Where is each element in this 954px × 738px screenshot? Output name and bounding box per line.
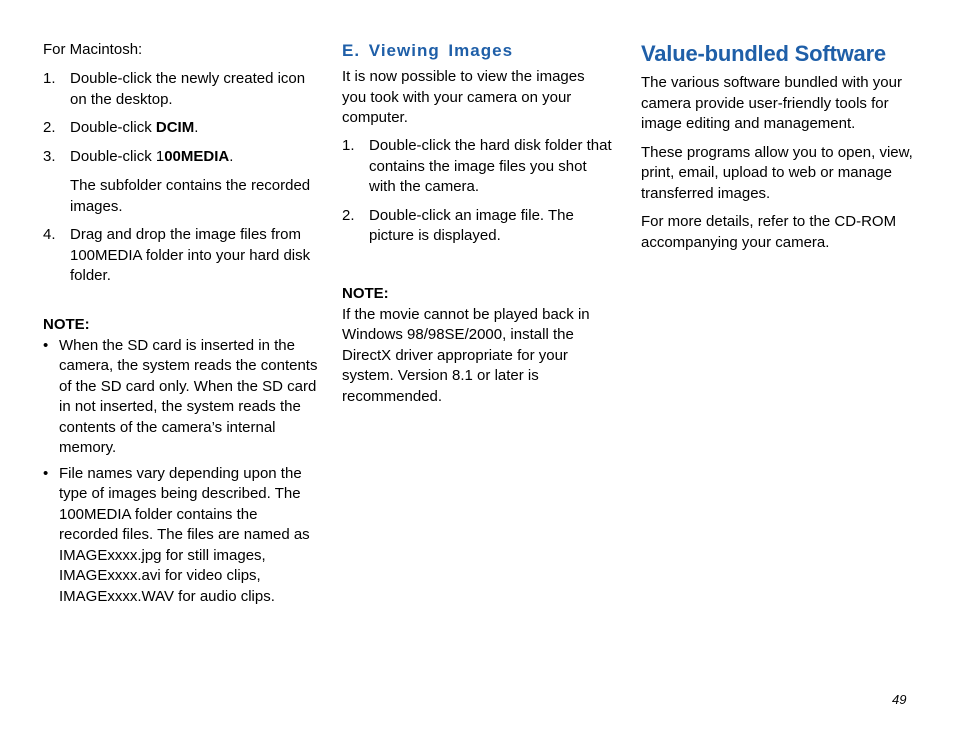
- step-number: 1.: [43, 70, 56, 87]
- note-heading: NOTE:: [43, 316, 90, 333]
- macintosh-intro: For Macintosh:: [43, 41, 143, 58]
- step-text-pre: Double-click 1: [70, 147, 165, 165]
- step-text: Double-click the newly created icon on the desktop.: [70, 70, 306, 108]
- step-text: Double-click an image file. The picture is displayed.: [369, 206, 574, 244]
- list-item: [43, 147, 318, 168]
- section-intro: It is now possible to view the images you took with your camera on your computer.: [342, 68, 585, 126]
- list-item: [342, 136, 617, 198]
- note-block: [43, 315, 318, 612]
- section-heading: E. Viewing Images: [342, 41, 514, 60]
- step-text-post: .: [229, 147, 234, 165]
- software-paragraphs: [641, 73, 916, 261]
- step-number: 4.: [43, 226, 56, 243]
- step-text: Drag and drop the image files from 100MEDIA folder into your hard disk folder.: [70, 226, 311, 284]
- bullet-text: File names vary depending upon the type of images being described. The 100MEDIA folder contains the recorded files. The files are named as IMAGExxxx.jpg for still images, IMAGExxxx.avi for video clips, IMAGExxxx.WAV for audio clips.: [59, 464, 310, 605]
- paragraph: The various software bundled with your camera provide user-friendly tools for image editing and management.: [641, 74, 902, 132]
- list-item: [43, 336, 318, 459]
- paragraph: These programs allow you to open, view, print, email, upload to web or manage transferred images.: [641, 143, 913, 202]
- step-number: 3.: [43, 147, 56, 165]
- list-item: [43, 464, 318, 608]
- list-item: [43, 118, 318, 139]
- mac-steps-list: [43, 69, 318, 175]
- mac-steps-list-continued: [43, 225, 318, 295]
- list-item: [43, 225, 318, 287]
- step-number: 2.: [43, 119, 56, 136]
- step-text-bold: DCIM: [155, 119, 195, 136]
- step-text-pre: Double-click: [70, 119, 156, 136]
- note-text: If the movie cannot be played back in Windows 98/98SE/2000, install the DirectX driver appropriate for your system. Version 8.1 or later is recommended.: [342, 305, 590, 405]
- movie-note-block: [342, 284, 612, 407]
- step-text: Double-click the hard disk folder that contains the image files you shot with the camera.: [369, 137, 612, 195]
- step-text-bold: 00MEDIA: [164, 147, 230, 165]
- page-heading: Value-bundled Software: [641, 41, 886, 66]
- step-number: 2.: [342, 206, 355, 224]
- page-number: 49: [892, 692, 907, 707]
- bullet-text: When the SD card is inserted in the camera, the system reads the contents of the SD card only. When the SD card in not inserted, the system reads the contents of the camera’s internal memory.: [59, 336, 318, 456]
- subfolder-note: The subfolder contains the recorded images.: [70, 177, 311, 215]
- step-number: 1.: [342, 137, 355, 154]
- note-bullets: [43, 336, 318, 608]
- paragraph: For more details, refer to the CD-ROM accompanying your camera.: [641, 213, 897, 251]
- bullet-glyph: •: [43, 464, 49, 482]
- step-text-post: .: [194, 119, 199, 136]
- viewing-steps-list: [342, 136, 617, 255]
- list-item: [342, 206, 617, 247]
- bullet-glyph: •: [43, 336, 49, 354]
- note-heading: NOTE:: [342, 285, 389, 302]
- list-item: [43, 69, 318, 110]
